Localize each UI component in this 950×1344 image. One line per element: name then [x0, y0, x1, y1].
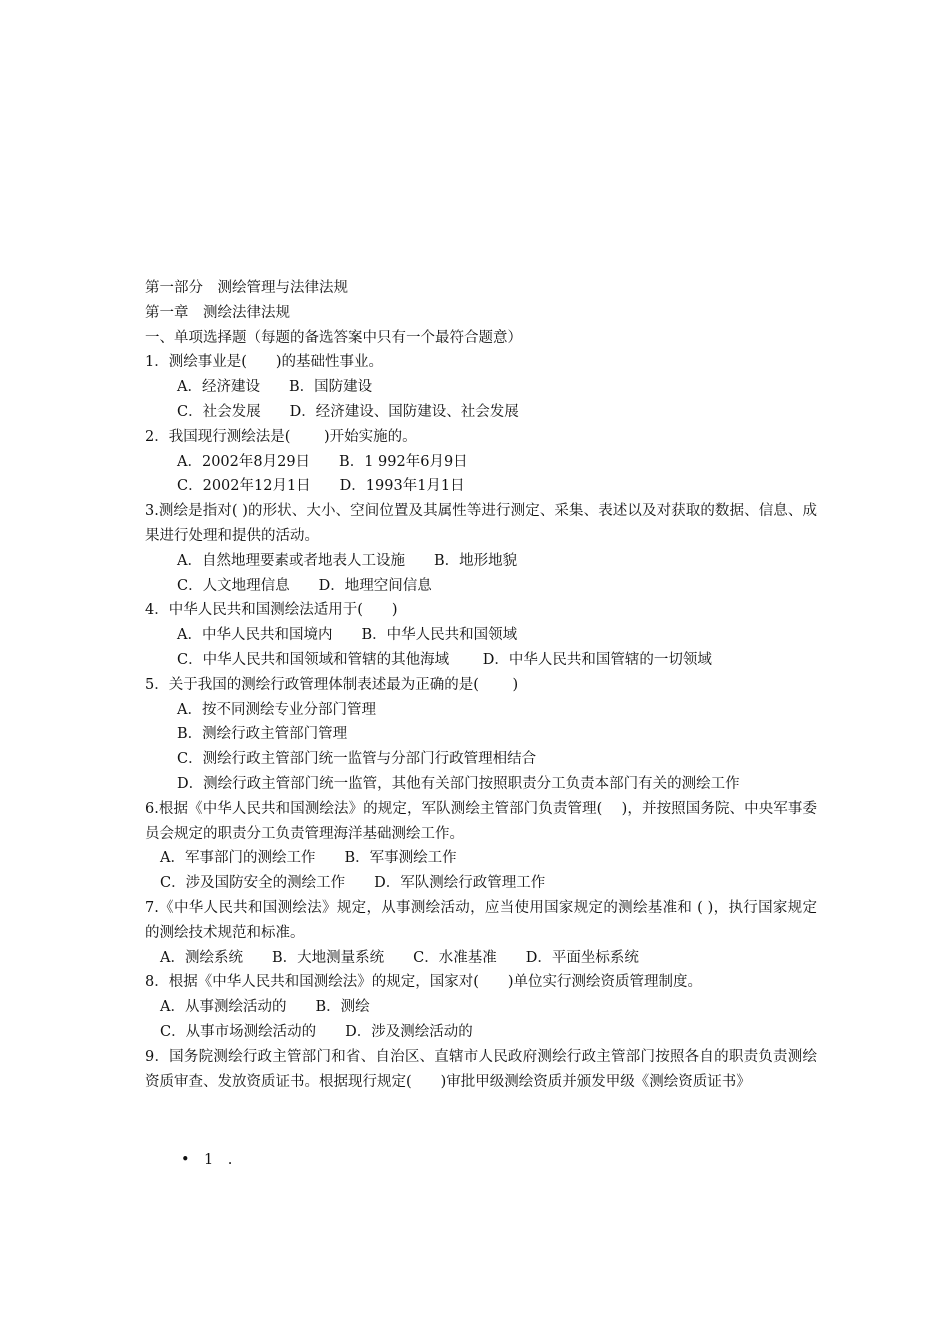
page-number: • 1 . — [181, 1152, 233, 1168]
question-7-stem: 7.《中华人民共和国测绘法》规定，从事测绘活动，应当使用国家规定的测绘基准和 ( )，执行国家规定的测绘技术规范和标准。 — [145, 899, 817, 941]
question-6-options-cd: C．涉及国防安全的测绘工作 D．军队测绘行政管理工作 — [160, 875, 546, 892]
question-3-options-cd: C．人文地理信息 D．地理空间信息 — [177, 577, 432, 594]
question-6-stem: 6.根据《中华人民共和国测绘法》的规定，军队测绘主管部门负责管理( )，并按照国务院、中央军事委员会规定的职责分工负责管理海洋基础测绘工作。 — [145, 800, 817, 842]
chapter-title: 第一章 测绘法律法规 — [145, 304, 290, 321]
question-2-options-cd: C．2002年12月1日 D．1993年1月1日 — [177, 478, 465, 495]
question-8-options-ab: A．从事测绘活动的 B．测绘 — [160, 999, 370, 1016]
question-5-option-a: A．按不同测绘专业分部门管理 — [177, 701, 376, 718]
question-5-option-b: B．测绘行政主管部门管理 — [177, 726, 348, 743]
question-7-options: A．测绘系统 B．大地测量系统 C．水准基准 D．平面坐标系统 — [160, 949, 639, 966]
question-2-stem: 2．我国现行测绘法是( )开始实施的。 — [145, 428, 417, 445]
question-5-option-d: D．测绘行政主管部门统一监管，其他有关部门按照职责分工负责本部门有关的测绘工作 — [177, 775, 740, 792]
section-title: 一、单项选择题（每题的备选答案中只有一个最符合题意） — [145, 329, 522, 346]
question-8-stem: 8．根据《中华人民共和国测绘法》的规定，国家对( )单位实行测绘资质管理制度。 — [145, 974, 703, 991]
question-8-options-cd: C．从事市场测绘活动的 D．涉及测绘活动的 — [160, 1023, 473, 1040]
question-3-options-ab: A．自然地理要素或者地表人工设施 B．地形地貌 — [177, 552, 518, 569]
question-5-stem: 5．关于我国的测绘行政管理体制表述最为正确的是( ) — [145, 676, 519, 693]
question-6-options-ab: A．军事部门的测绘工作 B．军事测绘工作 — [160, 850, 457, 867]
question-3-stem: 3.测绘是指对( )的形状、大小、空间位置及其属性等进行测定、采集、表述以及对获取的数据、信息、成果进行处理和提供的活动。 — [145, 503, 817, 544]
question-4-options-ab: A．中华人民共和国境内 B．中华人民共和国领域 — [177, 627, 518, 644]
part-title: 第一部分 测绘管理与法律法规 — [145, 280, 348, 296]
question-9-stem: 9．国务院测绘行政主管部门和省、自治区、直辖市人民政府测绘行政主管部门按照各自的职责负责测绘资质审查、发放资质证书。根据现行规定( )审批甲级测绘资质并颁发甲级《测绘资质证书》 — [145, 1048, 817, 1090]
question-4-stem: 4．中华人民共和国测绘法适用于( ) — [145, 602, 398, 619]
question-4-options-cd: C．中华人民共和国领域和管辖的其他海域 D．中华人民共和国管辖的一切领域 — [177, 651, 712, 668]
document-body — [145, 276, 817, 1094]
question-5-option-c: C．测绘行政主管部门统一监管与分部门行政管理相结合 — [177, 751, 537, 768]
question-2-options-ab: A．2002年8月29日 B．1 992年6月9日 — [177, 453, 468, 470]
question-1-stem: 1．测绘事业是( )的基础性事业。 — [145, 354, 384, 371]
question-1-options-cd: C．社会发展 D．经济建设、国防建设、社会发展 — [177, 403, 519, 420]
question-1-options-ab: A．经济建设 B．国防建设 — [177, 379, 373, 396]
